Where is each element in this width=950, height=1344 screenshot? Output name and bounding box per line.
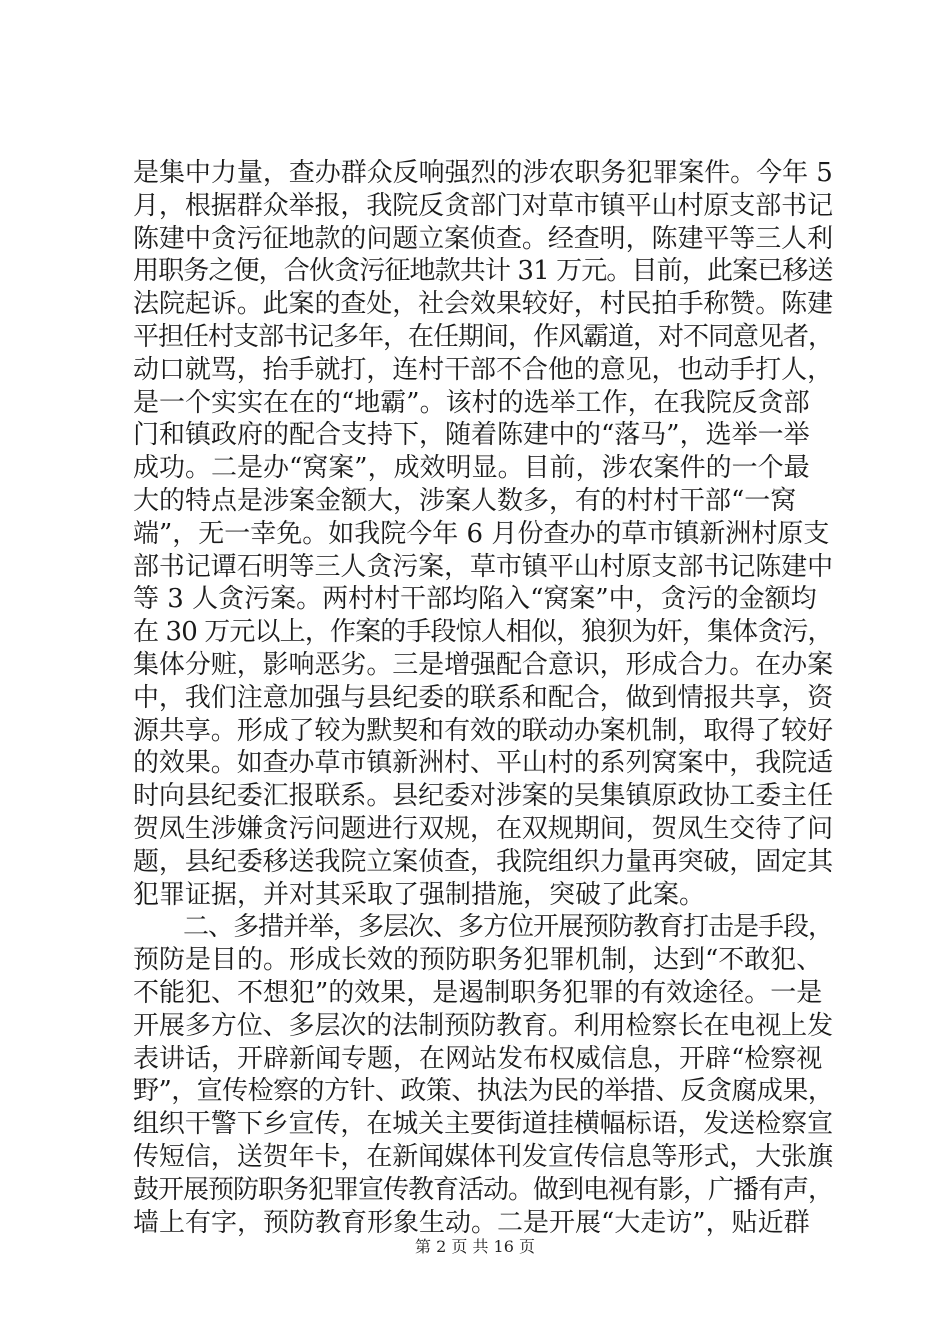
text-line: 动口就骂，抬手就打，连村干部不合他的意见，也动手打人， [133, 354, 834, 385]
text-line: 月，根据群众举报，我院反贪部门对草市镇平山村原支部书记 [133, 190, 834, 221]
text-line: 成功。二是办“窝案”，成效明显。目前，涉农案件的一个最 [133, 453, 810, 484]
text-line: 不能犯、不想犯”的效果，是遏制职务犯罪的有效途径。一是 [133, 977, 823, 1008]
text-line: 野”，宣传检察的方针、政策、执法为民的举措、反贪腐成果， [133, 1076, 834, 1107]
body-text [133, 157, 833, 1239]
text-line: 中，我们注意加强与县纪委的联系和配合，做到情报共享，资 [133, 682, 834, 713]
text-line: 二、多措并举，多层次、多方位开展预防教育打击是手段， [133, 912, 834, 943]
text-line: 题，县纪委移送我院立案侦查，我院组织力量再突破，固定其 [133, 846, 834, 877]
page-footer [0, 1237, 950, 1257]
text-line: 源共享。形成了较为默契和有效的联动办案机制，取得了较好 [133, 715, 834, 746]
text-line: 法院起诉。此案的查处，社会效果较好，村民拍手称赞。陈建 [133, 289, 834, 320]
text-line: 墙上有字，预防教育形象生动。二是开展“大走访”，贴近群 [133, 1207, 810, 1238]
text-line: 集体分赃，影响恶劣。三是增强配合意识，形成合力。在办案 [133, 649, 834, 680]
text-line: 门和镇政府的配合支持下，随着陈建中的“落马”，选举一举 [133, 420, 810, 451]
text-line: 表讲话，开辟新闻专题，在网站发布权威信息，开辟“检察视 [133, 1043, 823, 1074]
text-line: 是一个实实在在的“地霸”。该村的选举工作，在我院反贪部 [133, 387, 810, 418]
text-line: 贺凤生涉嫌贪污问题进行双规，在双规期间，贺凤生交待了问 [133, 813, 834, 844]
text-line: 开展多方位、多层次的法制预防教育。利用检察长在电视上发 [133, 1010, 834, 1041]
text-line: 平担任村支部书记多年，在任期间，作风霸道，对不同意见者， [133, 321, 834, 352]
text-line: 等 3 人贪污案。两村村干部均陷入“窝案”中，贪污的金额均 [133, 584, 817, 615]
text-line: 在 30 万元以上，作案的手段惊人相似，狼狈为奸，集体贪污， [133, 617, 833, 648]
text-line: 部书记谭石明等三人贪污案，草市镇平山村原支部书记陈建中 [133, 551, 834, 582]
text-line: 传短信，送贺年卡，在新闻媒体刊发宣传信息等形式，大张旗 [133, 1141, 834, 1172]
text-line: 组织干警下乡宣传，在城关主要街道挂横幅标语，发送检察宣 [133, 1109, 834, 1140]
text-line: 用职务之便，合伙贪污征地款共计 31 万元。目前，此案已移送 [133, 256, 833, 287]
text-line: 犯罪证据，并对其采取了强制措施，突破了此案。 [133, 879, 706, 910]
text-line: 大的特点是涉案金额大，涉案人数多，有的村村干部“一窝 [133, 485, 797, 516]
text-line: 端”，无一幸免。如我院今年 6 月份查办的草市镇新洲村原支 [133, 518, 830, 549]
text-line: 鼓开展预防职务犯罪宣传教育活动。做到电视有影，广播有声， [133, 1174, 834, 1205]
text-line: 的效果。如查办草市镇新洲村、平山村的系列窝案中，我院适 [133, 748, 834, 779]
text-line: 时向县纪委汇报联系。县纪委对涉案的吴集镇原政协工委主任 [133, 781, 834, 812]
text-line: 是集中力量，查办群众反响强烈的涉农职务犯罪案件。今年 5 [133, 158, 833, 188]
page-number-label: 第 2 页 共 16 页 [415, 1237, 535, 1256]
text-line: 预防是目的。形成长效的预防职务犯罪机制，达到“不敢犯、 [133, 945, 823, 976]
text-line: 陈建中贪污征地款的问题立案侦查。经查明，陈建平等三人利 [133, 223, 834, 254]
